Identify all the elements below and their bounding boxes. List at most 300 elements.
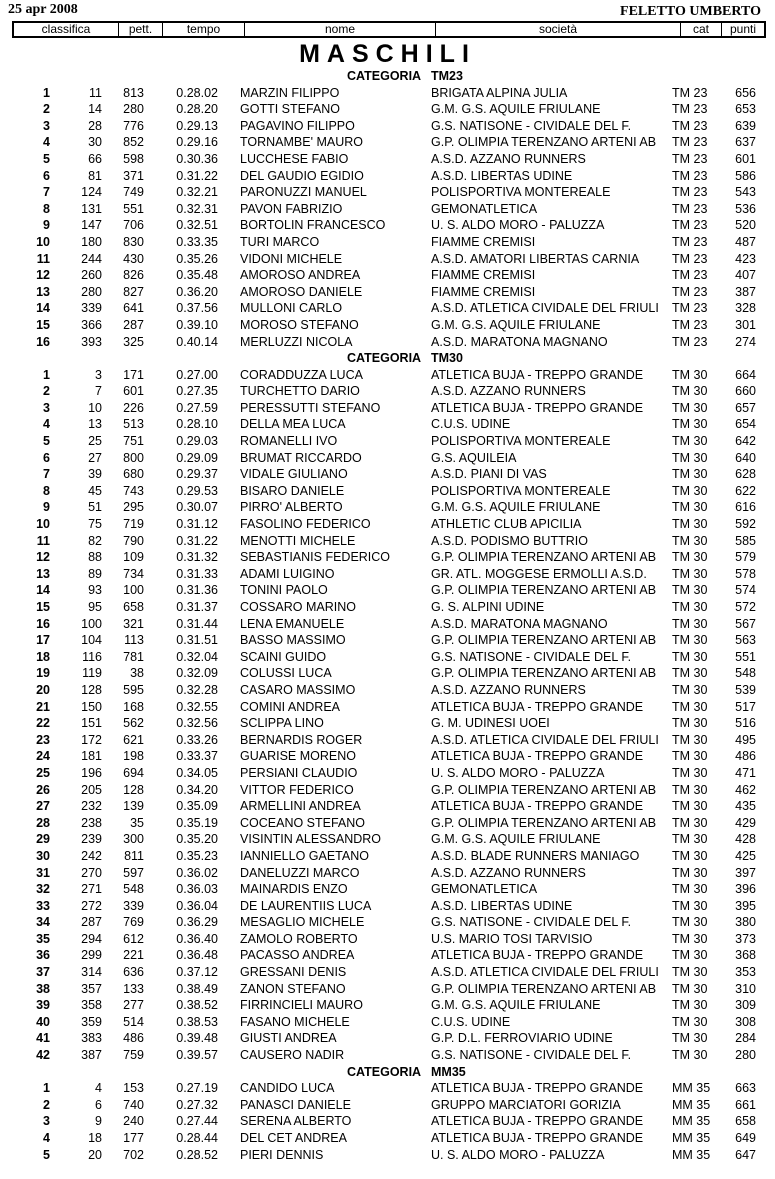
athlete-name: PIERI DENNIS <box>240 1147 324 1162</box>
bib-number: 830 <box>123 234 144 249</box>
club-name: G.S. NATISONE - CIVIDALE DEL F. <box>431 649 632 664</box>
table-row <box>0 798 775 815</box>
table-row <box>0 947 775 964</box>
finish-time: 0.36.02 <box>176 865 218 880</box>
points: 578 <box>735 566 756 581</box>
overall-position: 244 <box>81 251 102 266</box>
rank: 12 <box>36 550 50 565</box>
finish-time: 0.35.26 <box>176 251 218 266</box>
athlete-name: GRESSANI DENIS <box>240 965 347 980</box>
club-name: A.S.D. LIBERTAS UDINE <box>431 168 573 183</box>
bib-number: 658 <box>123 600 144 614</box>
table-row <box>0 151 775 168</box>
table-row <box>0 1113 775 1130</box>
rank: 11 <box>36 251 50 266</box>
table-row <box>0 682 775 699</box>
category-label: CATEGORIA <box>347 351 422 366</box>
athlete-name: COSSARO MARINO <box>240 600 356 614</box>
overall-position: 75 <box>88 517 102 532</box>
points: 574 <box>735 583 756 598</box>
rank: 3 <box>43 118 50 133</box>
points: 601 <box>735 151 756 166</box>
overall-position: 3 <box>95 367 102 382</box>
overall-position: 6 <box>95 1097 102 1112</box>
points: 567 <box>735 616 756 631</box>
points: 486 <box>735 749 756 764</box>
bib-number: 621 <box>123 732 144 747</box>
athlete-name: FIRRINCIELI MAURO <box>240 998 363 1013</box>
athlete-name: MESAGLIO MICHELE <box>240 915 365 930</box>
points: 397 <box>735 865 756 880</box>
table-row <box>0 831 775 848</box>
overall-position: 366 <box>81 317 102 332</box>
category-code: TM 30 <box>672 533 708 548</box>
rank: 39 <box>36 998 50 1013</box>
rank: 3 <box>43 1114 50 1129</box>
table-row <box>0 168 775 185</box>
overall-position: 294 <box>81 931 102 946</box>
table-row <box>0 632 775 649</box>
athlete-name: ADAMI LUIGINO <box>240 566 335 581</box>
club-name: A.S.D. MARATONA MAGNANO <box>431 334 608 349</box>
points: 585 <box>735 533 756 548</box>
athlete-name: DANELUZZI MARCO <box>240 865 360 880</box>
overall-position: 314 <box>81 965 102 980</box>
club-name: GR. ATL. MOGGESE ERMOLLI A.S.D. <box>431 566 647 581</box>
club-name: G.P. OLIMPIA TERENZANO ARTENI AB <box>431 666 657 681</box>
finish-time: 0.40.14 <box>176 334 218 349</box>
category-heading <box>0 350 775 367</box>
category-code: TM 23 <box>672 151 708 166</box>
club-name: ATLETICA BUJA - TREPPO GRANDE <box>431 367 644 382</box>
overall-position: 387 <box>81 1048 102 1063</box>
finish-time: 0.33.37 <box>176 749 218 764</box>
category-code: TM 23 <box>672 168 708 183</box>
points: 395 <box>735 898 756 913</box>
overall-position: 280 <box>81 284 102 299</box>
bib-number: 321 <box>123 616 144 631</box>
overall-position: 13 <box>88 417 102 432</box>
club-name: A.S.D. AZZANO RUNNERS <box>431 682 586 697</box>
category-code: MM 35 <box>672 1097 711 1112</box>
athlete-name: PAVON FABRIZIO <box>240 201 343 216</box>
table-row <box>0 748 775 765</box>
category-heading <box>0 68 775 85</box>
points: 274 <box>735 334 756 349</box>
category-code: TM 30 <box>672 367 708 382</box>
rank: 5 <box>43 1147 50 1162</box>
finish-time: 0.27.59 <box>176 400 218 415</box>
table-row <box>0 549 775 566</box>
points: 642 <box>735 434 756 449</box>
bib-number: 706 <box>123 218 144 233</box>
rank: 37 <box>36 965 50 980</box>
rank: 4 <box>43 1131 50 1145</box>
bib-number: 139 <box>123 799 144 814</box>
finish-time: 0.39.48 <box>176 1031 218 1046</box>
club-name: A.S.D. ATLETICA CIVIDALE DEL FRIULI <box>431 301 659 316</box>
table-row <box>0 699 775 716</box>
finish-time: 0.29.13 <box>176 118 218 133</box>
category-code: TM 30 <box>672 782 708 797</box>
overall-position: 272 <box>81 898 102 913</box>
club-name: U. S. ALDO MORO - PALUZZA <box>431 1147 605 1162</box>
points: 396 <box>735 882 756 897</box>
points: 516 <box>735 716 756 731</box>
rank: 1 <box>43 1081 50 1096</box>
rank: 28 <box>36 815 50 830</box>
rank: 40 <box>36 1014 50 1029</box>
bib-number: 240 <box>123 1114 144 1129</box>
category-code: MM 35 <box>672 1147 711 1162</box>
club-name: G.P. OLIMPIA TERENZANO ARTENI AB <box>431 633 657 648</box>
overall-position: 18 <box>88 1131 102 1145</box>
athlete-name: TORNAMBE' MAURO <box>240 135 363 150</box>
bib-number: 198 <box>123 749 144 764</box>
bib-number: 781 <box>123 649 144 664</box>
overall-position: 20 <box>88 1147 102 1162</box>
athlete-name: VISINTIN ALESSANDRO <box>240 832 382 847</box>
finish-time: 0.32.51 <box>176 218 218 233</box>
category-heading <box>0 1064 775 1081</box>
finish-time: 0.36.20 <box>176 284 218 299</box>
race-date: 25 apr 2008 <box>8 2 78 17</box>
bib-number: 339 <box>123 898 144 913</box>
table-row <box>0 466 775 483</box>
rank: 14 <box>36 301 50 316</box>
athlete-name: CAUSERO NADIR <box>240 1048 345 1063</box>
category-value: MM35 <box>431 1064 466 1079</box>
overall-position: 151 <box>81 716 102 731</box>
page-title: MASCHILI <box>299 40 476 68</box>
bib-number: 811 <box>124 848 144 863</box>
bib-number: 486 <box>123 1031 144 1046</box>
finish-time: 0.32.09 <box>176 666 218 681</box>
points: 435 <box>735 799 756 814</box>
rank: 2 <box>43 102 50 117</box>
club-name: G.M. G.S. AQUILE FRIULANE <box>431 102 601 117</box>
athlete-name: MARZIN FILIPPO <box>240 85 340 100</box>
category-value: TM30 <box>431 351 463 366</box>
table-row <box>0 450 775 467</box>
table-row <box>0 616 775 633</box>
rank: 36 <box>36 948 50 963</box>
rank: 2 <box>43 384 50 399</box>
overall-position: 150 <box>81 699 102 714</box>
category-code: TM 30 <box>672 1031 708 1046</box>
points: 428 <box>735 832 756 847</box>
bib-number: 813 <box>123 85 144 100</box>
bib-number: 702 <box>123 1147 144 1162</box>
bib-number: 168 <box>123 699 144 714</box>
table-row <box>0 1097 775 1114</box>
finish-time: 0.29.09 <box>176 450 218 465</box>
rank: 13 <box>36 566 50 581</box>
points: 462 <box>735 782 756 797</box>
points: 663 <box>735 1081 756 1096</box>
club-name: A.S.D. AMATORI LIBERTAS CARNIA <box>431 251 640 266</box>
overall-position: 104 <box>81 633 102 648</box>
rank: 5 <box>43 434 50 449</box>
club-name: ATLETICA BUJA - TREPPO GRANDE <box>431 400 644 415</box>
club-name: POLISPORTIVA MONTEREALE <box>431 185 611 200</box>
bib-number: 295 <box>123 500 144 515</box>
athlete-name: PAGAVINO FILIPPO <box>240 118 355 133</box>
overall-position: 124 <box>81 185 102 200</box>
overall-position: 131 <box>81 201 102 216</box>
club-name: G.P. OLIMPIA TERENZANO ARTENI AB <box>431 135 657 150</box>
table-row <box>0 101 775 118</box>
club-name: ATLETICA BUJA - TREPPO GRANDE <box>431 1114 644 1129</box>
club-name: ATHLETIC CLUB APICILIA <box>431 517 582 532</box>
points: 539 <box>735 682 756 697</box>
rank: 32 <box>36 882 50 897</box>
finish-time: 0.38.52 <box>176 998 218 1013</box>
rank: 35 <box>36 931 50 946</box>
athlete-name: LUCCHESE FABIO <box>240 151 349 166</box>
club-name: G. M. UDINESI UOEI <box>431 716 550 731</box>
table-row <box>0 334 775 351</box>
athlete-name: BASSO MASSIMO <box>240 633 346 648</box>
bib-number: 612 <box>123 931 144 946</box>
overall-position: 100 <box>81 616 102 631</box>
points: 640 <box>735 450 756 465</box>
athlete-name: FASOLINO FEDERICO <box>240 517 371 532</box>
overall-position: 393 <box>81 334 102 349</box>
table-row <box>0 533 775 550</box>
overall-position: 287 <box>81 915 102 930</box>
table-row <box>0 848 775 865</box>
bib-number: 769 <box>123 915 144 930</box>
bib-number: 100 <box>123 583 144 598</box>
club-name: GEMONATLETICA <box>431 882 538 897</box>
category-code: TM 30 <box>672 699 708 714</box>
category-code: TM 30 <box>672 931 708 946</box>
category-code: TM 23 <box>672 135 708 150</box>
overall-position: 242 <box>81 848 102 863</box>
points: 661 <box>735 1097 756 1112</box>
table-row <box>0 400 775 417</box>
points: 373 <box>735 931 756 946</box>
overall-position: 95 <box>88 600 102 614</box>
table-row <box>0 1047 775 1064</box>
table-row <box>0 931 775 948</box>
finish-time: 0.32.55 <box>176 699 218 714</box>
category-code: TM 30 <box>672 616 708 631</box>
overall-position: 116 <box>82 649 102 664</box>
table-row <box>0 217 775 234</box>
table-row <box>0 665 775 682</box>
bib-number: 300 <box>123 832 144 847</box>
athlete-name: CANDIDO LUCA <box>240 1081 335 1096</box>
overall-position: 7 <box>95 384 102 399</box>
athlete-name: ZANON STEFANO <box>240 981 346 996</box>
bib-number: 177 <box>123 1131 144 1145</box>
finish-time: 0.28.44 <box>176 1131 218 1145</box>
club-name: G.M. G.S. AQUILE FRIULANE <box>431 832 601 847</box>
table-row <box>0 416 775 433</box>
athlete-name: IANNIELLO GAETANO <box>240 848 369 863</box>
overall-position: 28 <box>88 118 102 133</box>
club-name: G.M. G.S. AQUILE FRIULANE <box>431 998 601 1013</box>
rank: 9 <box>43 500 50 515</box>
finish-time: 0.27.35 <box>176 384 218 399</box>
club-name: A.S.D. BLADE RUNNERS MANIAGO <box>431 848 640 863</box>
bib-number: 430 <box>123 251 144 266</box>
club-name: ATLETICA BUJA - TREPPO GRANDE <box>431 799 644 814</box>
rank: 26 <box>36 782 50 797</box>
points: 548 <box>735 666 756 681</box>
club-name: ATLETICA BUJA - TREPPO GRANDE <box>431 699 644 714</box>
athlete-name: LENA EMANUELE <box>240 616 345 631</box>
club-name: A.S.D. AZZANO RUNNERS <box>431 865 586 880</box>
bib-number: 221 <box>123 948 144 963</box>
overall-position: 81 <box>88 168 102 183</box>
athlete-name: BORTOLIN FRANCESCO <box>240 218 386 233</box>
bib-number: 226 <box>123 400 144 415</box>
finish-time: 0.27.44 <box>176 1114 218 1129</box>
bib-number: 636 <box>123 965 144 980</box>
club-name: A.S.D. AZZANO RUNNERS <box>431 151 586 166</box>
bib-number: 827 <box>123 284 144 299</box>
points: 586 <box>735 168 756 183</box>
athlete-name: SEBASTIANIS FEDERICO <box>240 550 391 565</box>
athlete-name: AMOROSO ANDREA <box>240 268 361 283</box>
bib-number: 513 <box>123 417 144 432</box>
rank: 22 <box>36 716 50 731</box>
bib-number: 749 <box>123 185 144 200</box>
finish-time: 0.32.28 <box>176 682 218 697</box>
bib-number: 776 <box>123 118 144 133</box>
bib-number: 759 <box>123 1048 144 1063</box>
col-cat: cat <box>681 23 722 36</box>
category-code: TM 30 <box>672 965 708 980</box>
club-name: ATLETICA BUJA - TREPPO GRANDE <box>431 948 644 963</box>
bib-number: 153 <box>123 1081 144 1096</box>
club-name: POLISPORTIVA MONTEREALE <box>431 483 611 498</box>
finish-time: 0.31.33 <box>176 566 218 581</box>
finish-time: 0.29.53 <box>176 483 218 498</box>
overall-position: 239 <box>81 832 102 847</box>
overall-position: 25 <box>88 434 102 449</box>
rank: 3 <box>43 400 50 415</box>
bib-number: 287 <box>123 317 144 332</box>
category-code: TM 30 <box>672 600 708 614</box>
table-row <box>0 383 775 400</box>
category-code: TM 30 <box>672 832 708 847</box>
overall-position: 66 <box>88 151 102 166</box>
club-name: G.P. OLIMPIA TERENZANO ARTENI AB <box>431 550 657 565</box>
athlete-name: PANASCI DANIELE <box>240 1097 351 1112</box>
category-code: TM 30 <box>672 865 708 880</box>
athlete-name: COLUSSI LUCA <box>240 666 332 681</box>
category-code: TM 30 <box>672 483 708 498</box>
bib-number: 113 <box>124 633 144 648</box>
rank: 24 <box>36 749 50 764</box>
category-code: TM 23 <box>672 118 708 133</box>
finish-time: 0.32.56 <box>176 716 218 731</box>
rank: 41 <box>36 1031 50 1046</box>
overall-position: 260 <box>81 268 102 283</box>
finish-time: 0.31.37 <box>176 600 218 614</box>
col-nome: nome <box>245 23 436 36</box>
category-code: TM 23 <box>672 234 708 249</box>
finish-time: 0.38.53 <box>176 1014 218 1029</box>
rank: 34 <box>36 915 50 930</box>
table-row <box>0 1080 775 1097</box>
table-row <box>0 118 775 135</box>
category-code: TM 30 <box>672 732 708 747</box>
finish-time: 0.31.36 <box>176 583 218 598</box>
points: 622 <box>735 483 756 498</box>
table-row <box>0 367 775 384</box>
club-name: BRIGATA ALPINA JULIA <box>431 85 568 100</box>
rank: 4 <box>43 135 50 150</box>
col-tempo: tempo <box>163 23 245 36</box>
bib-number: 35 <box>130 815 144 830</box>
table-row <box>0 267 775 284</box>
category-value: TM23 <box>431 69 463 83</box>
rank: 1 <box>43 367 50 382</box>
finish-time: 0.39.57 <box>176 1048 218 1063</box>
athlete-name: COMINI ANDREA <box>240 699 341 714</box>
bib-number: 852 <box>123 135 144 150</box>
athlete-name: GUARISE MORENO <box>240 749 356 764</box>
category-code: TM 23 <box>672 301 708 316</box>
club-name: C.U.S. UDINE <box>431 1014 511 1029</box>
category-code: TM 23 <box>672 251 708 266</box>
overall-position: 89 <box>88 566 102 581</box>
rank: 21 <box>36 699 50 714</box>
category-code: TM 23 <box>672 334 708 349</box>
rank: 7 <box>43 467 50 482</box>
rank: 38 <box>36 981 50 996</box>
overall-position: 82 <box>88 533 102 548</box>
overall-position: 9 <box>95 1114 102 1129</box>
points: 563 <box>735 633 756 648</box>
rank: 31 <box>36 865 50 880</box>
rank: 29 <box>36 832 50 847</box>
club-name: U.S. MARIO TOSI TARVISIO <box>431 931 593 946</box>
category-code: TM 30 <box>672 566 708 581</box>
rank: 17 <box>36 633 50 648</box>
rank: 11 <box>36 533 50 548</box>
table-row <box>0 815 775 832</box>
athlete-name: VIDONI MICHELE <box>240 251 343 266</box>
points: 628 <box>735 467 756 482</box>
rank: 6 <box>43 168 50 183</box>
overall-position: 14 <box>88 102 102 117</box>
race-location: FELETTO UMBERTO <box>620 4 761 19</box>
overall-position: 238 <box>81 815 102 830</box>
bib-number: 128 <box>123 782 144 797</box>
category-code: TM 30 <box>672 450 708 465</box>
results-list <box>0 68 775 1163</box>
table-row <box>0 599 775 616</box>
table-row <box>0 134 775 151</box>
athlete-name: ARMELLINI ANDREA <box>240 799 361 814</box>
category-code: TM 30 <box>672 417 708 432</box>
club-name: FIAMME CREMISI <box>431 268 536 283</box>
athlete-name: CORADDUZZA LUCA <box>240 367 363 382</box>
athlete-name: ROMANELLI IVO <box>240 434 338 449</box>
finish-time: 0.31.22 <box>176 168 218 183</box>
bib-number: 751 <box>123 434 144 449</box>
points: 425 <box>735 848 756 863</box>
finish-time: 0.37.12 <box>176 965 218 980</box>
bib-number: 790 <box>123 533 144 548</box>
rank: 16 <box>36 334 50 349</box>
